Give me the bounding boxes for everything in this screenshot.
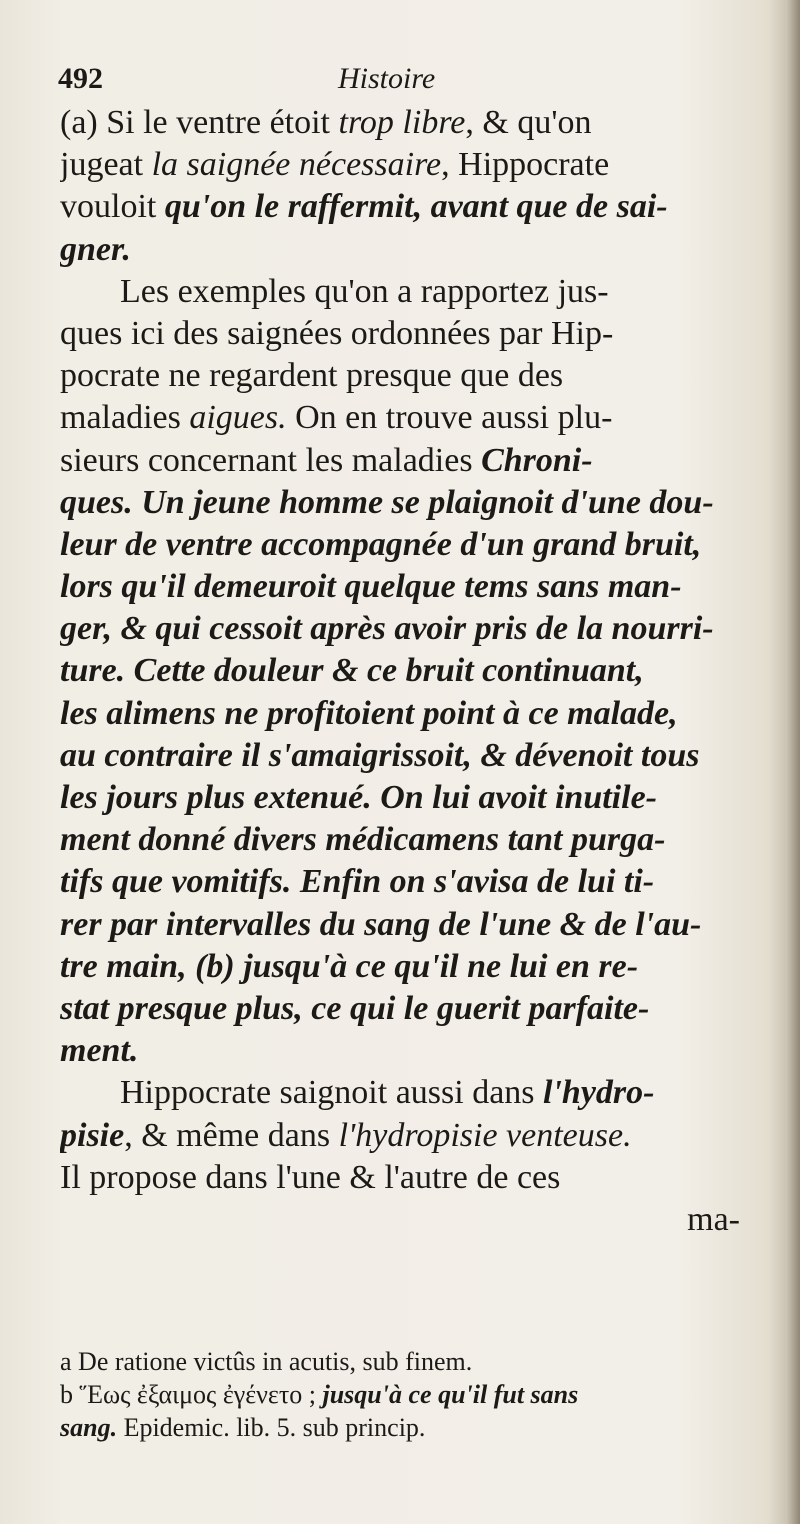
page-edge — [786, 0, 800, 1524]
text-line — [60, 650, 740, 692]
text-line — [60, 355, 740, 397]
text-run: l'hydropisie venteuse. — [338, 1116, 632, 1154]
text-run: ques. Un jeune homme se plaignoit d'une dou- — [60, 483, 714, 521]
text-run: Les exemples qu'on a rapportez jus- — [120, 272, 609, 310]
text-run: On en trouve aussi plu- — [286, 399, 613, 437]
text-run: jusqu'à ce qu'il fut sans — [322, 1380, 579, 1409]
text-line — [60, 397, 740, 439]
page-header — [58, 62, 738, 102]
text-line — [60, 144, 740, 186]
catchword — [60, 1199, 740, 1241]
text-run: Chroni- — [481, 441, 593, 479]
text-run: , Hippocrate — [441, 146, 610, 184]
text-run: gner. — [60, 230, 131, 268]
text-run: Il propose dans l'une & l'autre de ces — [60, 1158, 561, 1196]
footnote-line — [60, 1411, 740, 1444]
text-line — [60, 861, 740, 903]
text-line — [60, 777, 740, 819]
text-line — [60, 102, 740, 144]
text-line — [60, 904, 740, 946]
footnotes — [60, 1345, 740, 1444]
text-run: les jours plus extenué. On lui avoit inutile- — [60, 779, 657, 816]
text-run: trop libre — [338, 104, 466, 141]
text-run: (a) Si le ventre étoit — [60, 104, 339, 141]
text-line — [60, 313, 740, 355]
text-run: leur de ventre accompagnée d'un grand bruit, — [60, 525, 702, 563]
footnote-line — [60, 1345, 740, 1378]
text-run: sang. — [60, 1413, 118, 1442]
text-line — [60, 229, 740, 271]
text-run: Epidemic. lib. 5. sub princip. — [117, 1413, 426, 1442]
text-line — [60, 566, 740, 608]
body-text — [60, 102, 740, 1241]
text-run: lors qu'il demeuroit quelque tems sans man- — [60, 568, 682, 606]
text-line — [60, 1115, 740, 1157]
text-run: qu'on le raffermit, avant que de sai- — [164, 188, 668, 226]
text-run: l'hydro- — [543, 1074, 655, 1112]
text-line — [60, 946, 740, 988]
text-run: pocrate ne regardent presque que des — [60, 357, 564, 395]
text-line — [60, 1030, 740, 1072]
text-run: a De ratione victûs in acutis, sub finem. — [60, 1347, 473, 1376]
text-run: , & même dans — [124, 1116, 339, 1154]
text-line — [60, 524, 740, 566]
text-run: ger, & qui cessoit après avoir pris de la nourri- — [60, 610, 714, 648]
text-run: la saignée nécessaire — [151, 146, 442, 184]
text-run: maladies — [60, 399, 190, 437]
text-line — [60, 482, 740, 524]
text-run: sieurs concernant les maladies — [60, 441, 482, 479]
page-number: 492 — [58, 62, 103, 95]
text-line — [60, 440, 740, 482]
running-title: Histoire — [338, 62, 436, 95]
footnote-line — [60, 1378, 740, 1411]
text-run: jugeat — [60, 146, 152, 184]
text-run: aigues. — [189, 399, 287, 437]
text-run: stat presque plus, ce qui le guerit parfaite- — [60, 989, 650, 1027]
text-run: les alimens ne profitoient point à ce malade, — [60, 694, 678, 732]
text-run: ment. — [60, 1032, 139, 1070]
text-run: ques ici des saignées ordonnées par Hip- — [60, 314, 614, 352]
text-run: ma- — [687, 1200, 740, 1238]
text-run: au contraire il s'amaigrissoit, & dévenoit tous — [60, 736, 700, 774]
text-run: ture. Cette douleur & ce bruit continuant, — [60, 652, 644, 690]
text-run: rer par intervalles du sang de l'une & de l'au- — [60, 905, 702, 943]
text-run: Hippocrate saignoit aussi dans — [120, 1074, 544, 1112]
text-line — [60, 271, 740, 313]
text-line — [60, 608, 740, 650]
text-run: tifs que vomitifs. Enfin on s'avisa de lui ti- — [60, 863, 655, 901]
text-run: vouloit — [60, 188, 165, 226]
text-run: ment donné divers médicamens tant purga- — [60, 821, 666, 859]
text-line — [60, 1072, 740, 1114]
text-run: , & qu'on — [465, 104, 592, 141]
text-run: tre main, (b) jusqu'à ce qu'il ne lui en re- — [60, 947, 639, 985]
text-line — [60, 819, 740, 861]
text-run: b Ἕως ἐξαιμος ἐγένετο ; — [60, 1380, 323, 1409]
text-line — [60, 186, 740, 228]
text-line — [60, 1157, 740, 1199]
text-line — [60, 693, 740, 735]
text-run: pisie — [60, 1116, 125, 1154]
text-line — [60, 735, 740, 777]
text-line — [60, 988, 740, 1030]
